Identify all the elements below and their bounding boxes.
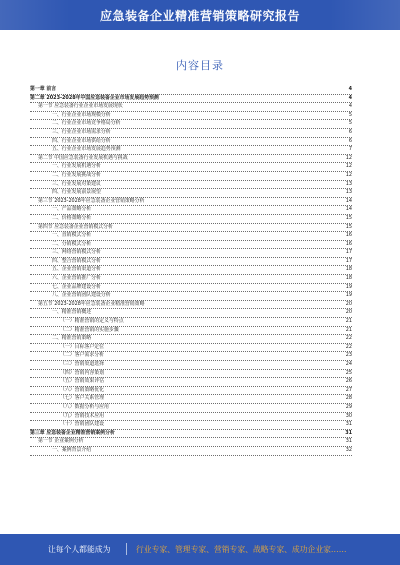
toc-entry-page: 29 [345, 403, 352, 410]
toc-entry[interactable] [30, 404, 352, 413]
toc-entry-page: 22 [345, 335, 352, 342]
toc-entry[interactable] [30, 138, 352, 147]
footer-tags: 行业专家、管理专家、营销专家、战略专家、成功企业家…… [136, 545, 347, 554]
toc-entry-page: 14 [345, 197, 352, 204]
toc-entry-title: （八）数据分析与应用 [60, 403, 109, 410]
toc-entry-page: 19 [345, 283, 352, 290]
toc-entry-title: 二、价格策略分析 [52, 214, 92, 221]
toc-entry-page: 5 [348, 111, 352, 118]
toc-entry-page: 4 [348, 103, 352, 110]
toc-entry-page: 21 [345, 326, 352, 333]
toc-entry[interactable] [30, 309, 352, 318]
toc-entry-page: 17 [345, 257, 352, 264]
toc-entry-page: 23 [345, 352, 352, 359]
toc-entry[interactable] [30, 352, 352, 361]
toc-entry-title: 第二节 中国应急装备行业发展机遇与挑战 [38, 154, 128, 161]
footer-divider [126, 543, 127, 555]
toc-entry-title: （二）客户需求分析 [60, 352, 105, 359]
toc-entry-title: 八、企业营销团队建设分析 [52, 292, 111, 299]
toc-entry-page: 16 [345, 232, 352, 239]
toc-entry[interactable] [30, 327, 352, 336]
toc-entry-page: 31 [345, 438, 352, 445]
toc-entry-title: 第一章 前言 [30, 86, 57, 92]
toc-entry[interactable] [30, 395, 352, 404]
toc-entry[interactable] [30, 120, 352, 129]
toc-entry-title: 三、网络营销模式分析 [52, 249, 101, 256]
toc-entry-title: 二、行业企业市场竞争格局分析 [52, 120, 121, 127]
toc-entry-title: 第一节 企业案例分析 [38, 438, 84, 445]
toc-entry-page: 7 [348, 146, 352, 153]
toc-entry[interactable] [30, 224, 352, 233]
toc-entry-page: 31 [345, 421, 352, 428]
toc-entry-title: 一、产品策略分析 [52, 206, 92, 213]
toc-entry-page: 14 [345, 206, 352, 213]
toc-entry-page: 28 [345, 395, 352, 402]
toc-entry-page: 15 [345, 223, 352, 230]
toc-entry-title: 一、直销模式分析 [52, 232, 92, 239]
toc-entry-title: 第四节 应急装备企业营销模式分析 [38, 223, 113, 230]
toc-entry-title: 一、行业企业市场规模分析 [52, 111, 111, 118]
toc-entry-title: （五）营销效果评估 [60, 378, 105, 385]
toc-entry-page: 4 [348, 86, 352, 92]
toc-entry-title: 六、企业营销推广分析 [52, 275, 101, 282]
toc-entry[interactable] [30, 284, 352, 293]
toc-entry[interactable] [30, 129, 352, 138]
toc-entry[interactable] [30, 146, 352, 155]
toc-entry[interactable] [30, 232, 352, 241]
toc-entry-page: 19 [345, 292, 352, 299]
toc-entry-page: 26 [345, 378, 352, 385]
toc-entry-page: 30 [345, 412, 352, 419]
toc-entry-page: 31 [345, 429, 352, 436]
toc-entry[interactable] [30, 447, 352, 456]
toc-entry-page: 22 [345, 343, 352, 350]
toc-entry[interactable] [30, 206, 352, 215]
toc-entry-page: 25 [345, 369, 352, 376]
toc-entry[interactable] [30, 413, 352, 422]
toc-heading: 内容目录 [176, 59, 224, 72]
toc-entry-title: 四、行业发展前景展望 [52, 189, 101, 196]
toc-entry-title: （九）营销技术应用 [60, 412, 105, 419]
toc-entry-page: 20 [345, 300, 352, 307]
toc-entry-title: 第一节 应急装备行业企业市场发展现状 [38, 103, 123, 110]
toc-entry[interactable] [30, 370, 352, 379]
toc-entry-page: 5 [348, 120, 352, 127]
toc-entry[interactable] [30, 103, 352, 112]
toc-entry-title: 第三节 2023-2028年应急装备企业营销策略分析 [38, 197, 145, 204]
toc-entry-title: （四）营销内容策划 [60, 369, 105, 376]
toc-entry[interactable] [30, 163, 352, 172]
toc-entry-title: （六）营销策略优化 [60, 386, 105, 393]
toc-entry-page: 24 [345, 361, 352, 367]
toc-entry[interactable] [30, 378, 352, 387]
toc-entry-page: 13 [345, 189, 352, 196]
toc-entry[interactable] [30, 189, 352, 198]
toc-entry-page: 6 [348, 128, 352, 135]
toc-entry-page: 15 [345, 214, 352, 221]
toc-entry-title: 五、企业营销渠道分析 [52, 266, 101, 273]
toc-entry[interactable] [30, 421, 352, 430]
toc-entry[interactable] [30, 292, 352, 301]
toc-entry-title: （三）营销渠道选择 [60, 361, 105, 367]
toc-entry-title: 四、整合营销模式分析 [52, 257, 101, 264]
toc-entry-title: （十）营销团队建设 [60, 421, 105, 428]
toc-entry-page: 32 [345, 446, 352, 453]
toc-entry[interactable] [30, 318, 352, 327]
toc-entry[interactable] [30, 241, 352, 250]
toc-entry[interactable] [30, 266, 352, 275]
toc-entry-page: 18 [345, 266, 352, 273]
toc-entry-page: 27 [345, 386, 352, 393]
toc-entry-page: 12 [345, 154, 352, 161]
toc-entry-title: （七）客户关系管理 [60, 395, 105, 402]
toc-entry-page: 20 [345, 309, 352, 316]
toc-entry-page: 12 [345, 163, 352, 170]
toc-entry-title: 一、精准营销概述 [52, 309, 92, 316]
toc-entry[interactable] [30, 275, 352, 284]
toc-entry-page: 4 [348, 94, 352, 101]
toc-entry-title: 五、行业企业市场发展趋势预测 [52, 146, 121, 153]
table-of-contents [30, 86, 352, 456]
toc-entry-page: 21 [345, 318, 352, 325]
toc-entry-title: 二、精准营销策略 [52, 335, 92, 342]
toc-entry-title: （一）目标客户定位 [60, 343, 105, 350]
toc-entry-page: 13 [345, 180, 352, 187]
toc-entry[interactable] [30, 249, 352, 258]
toc-entry-title: 第二章 2023-2028年中国应急装备企业市场发展趋势预测 [30, 94, 159, 101]
toc-entry[interactable] [30, 95, 352, 104]
toc-entry[interactable] [30, 215, 352, 224]
toc-entry[interactable] [30, 361, 352, 370]
toc-entry-title: 三、行业企业市场需求分析 [52, 128, 111, 135]
footer-bar [0, 534, 400, 565]
toc-entry[interactable] [30, 438, 352, 447]
toc-entry-title: 七、企业品牌建设分析 [52, 283, 101, 290]
toc-entry-title: 二、行业发展挑战分析 [52, 171, 101, 178]
toc-entry[interactable] [30, 181, 352, 190]
toc-entry[interactable] [30, 172, 352, 181]
toc-entry-page: 6 [348, 137, 352, 144]
toc-entry-title: （二）精准营销的实施步骤 [60, 326, 119, 333]
header-bar [0, 0, 400, 30]
toc-entry-title: 一、案例背景介绍 [52, 446, 92, 453]
toc-entry-title: 四、行业企业市场供给分析 [52, 137, 111, 144]
toc-entry-page: 12 [345, 171, 352, 178]
toc-entry-page: 17 [345, 249, 352, 256]
toc-entry-title: 三、行业发展对策建议 [52, 180, 101, 187]
toc-entry-title: 第五节 2023-2028年应急装备企业精准营销策略 [38, 300, 145, 307]
toc-entry-title: 二、分销模式分析 [52, 240, 92, 247]
toc-entry[interactable] [30, 335, 352, 344]
toc-entry-page: 18 [345, 275, 352, 282]
footer-slogan: 让每个人都能成为 [48, 545, 111, 554]
toc-entry-title: 第三章 应急装备企业精准营销案例分析 [30, 429, 115, 436]
toc-entry-title: （一）精准营销的定义与特点 [60, 318, 124, 325]
toc-entry[interactable] [30, 86, 352, 95]
toc-entry-page: 16 [345, 240, 352, 247]
document-title: 应急装备企业精准营销策略研究报告 [99, 9, 300, 23]
toc-entry-title: 一、行业发展机遇分析 [52, 163, 101, 170]
